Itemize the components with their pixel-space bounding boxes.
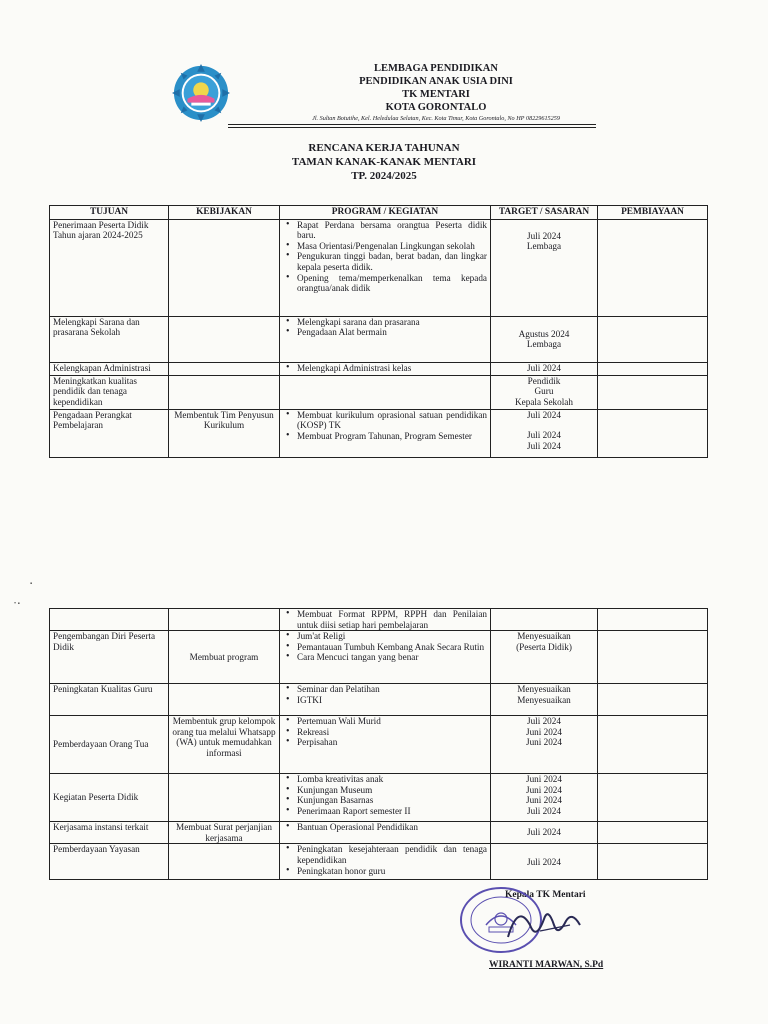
table-row (50, 774, 708, 822)
tujuan-cell: Kerjasama instansi terkait (50, 822, 169, 844)
pembiayaan-cell (598, 316, 708, 362)
kegiatan-item: • Bantuan Operasional Pendidikan (297, 822, 487, 833)
table-row (50, 631, 708, 684)
pembiayaan-cell (598, 362, 708, 375)
kegiatan-item: • Membuat Format RPPM, RPPH dan Penilaian untuk diisi setiap hari pembelajaran (297, 609, 487, 630)
kegiatan-item: • Peningkatan kesejahteraan pendidik dan tenaga kependidikan (297, 844, 487, 865)
kebijakan-cell (169, 774, 280, 822)
kebijakan-cell (169, 844, 280, 880)
institution-type: PENDIDIKAN ANAK USIA DINI (359, 76, 513, 87)
target-cell (491, 375, 598, 409)
school-name: TK MENTARI (402, 89, 470, 100)
kebijakan-cell (169, 219, 280, 316)
kegiatan-item: • Melengkapi sarana dan prasarana (297, 317, 487, 328)
tujuan-cell: Penerimaan Peserta Didik Tahun ajaran 2024-2025 (50, 219, 169, 316)
tujuan-cell (50, 609, 169, 631)
target-value: Juni 2024 (526, 737, 562, 748)
letterhead-rule (228, 124, 596, 125)
pembiayaan-cell (598, 219, 708, 316)
scan-speck: ▪ (30, 581, 33, 587)
kegiatan-item: • Opening tema/memperkenalkan tema kepada orangtua/anak didik (297, 273, 487, 294)
kebijakan-cell: Membentuk grup kelompok orang tua melalui Whatsapp (WA) untuk memudahkan informasi (169, 716, 280, 774)
kegiatan-cell (280, 822, 491, 844)
kegiatan-item: • Peningkatan honor guru (297, 866, 487, 877)
table-row (50, 219, 708, 316)
city-name: KOTA GORONTALO (385, 102, 487, 113)
table-row (50, 316, 708, 362)
kegiatan-item: • Rekreasi (297, 727, 487, 738)
kegiatan-item: • Masa Orientasi/Pengenalan Lingkungan sekolah (297, 241, 487, 252)
target-cell (491, 716, 598, 774)
col-header-kegiatan: PROGRAM / KEGIATAN (280, 206, 491, 220)
kebijakan-cell: Membuat Surat perjanjian kerjasama (169, 822, 280, 844)
tujuan-cell: Meningkatkan kualitas pendidik dan tenaga kependidikan (50, 375, 169, 409)
col-header-pembiayaan: PEMBIAYAAN (598, 206, 708, 220)
kegiatan-item: • Pengadaan Alat bermain (297, 327, 487, 338)
letterhead-rule-thin (228, 127, 596, 128)
kegiatan-cell (280, 316, 491, 362)
pembiayaan-cell (598, 375, 708, 409)
pembiayaan-cell (598, 409, 708, 457)
signature-scribble (500, 895, 590, 955)
kegiatan-item: • Kunjungan Museum (297, 785, 487, 796)
target-value: Guru (534, 386, 554, 397)
tujuan-cell: Melengkapi Sarana dan prasarana Sekolah (50, 316, 169, 362)
target-value: Lembaga (526, 241, 562, 252)
table-row (50, 684, 708, 716)
kegiatan-item: • Jum'at Religi (297, 631, 487, 642)
target-cell (491, 684, 598, 716)
kebijakan-cell (169, 609, 280, 631)
target-value: Juli 2024 (527, 805, 561, 816)
target-value: Juni 2024 (526, 774, 562, 785)
tujuan-cell: Kelengkapan Administrasi (50, 362, 169, 375)
target-value: Juni 2024 (526, 795, 562, 806)
target-value: (Peserta Didik) (516, 641, 572, 652)
target-value: Juni 2024 (526, 726, 562, 737)
target-cell (491, 409, 598, 457)
pembiayaan-cell (598, 822, 708, 844)
pembiayaan-cell (598, 609, 708, 631)
kegiatan-cell (280, 774, 491, 822)
kebijakan-cell: Membentuk Tim Penyusun Kurikulum (169, 409, 280, 457)
work-plan-table-1 (49, 205, 708, 458)
table-header-row (50, 206, 708, 220)
kegiatan-cell (280, 609, 491, 631)
target-cell (491, 219, 598, 316)
school-logo (172, 64, 230, 122)
col-header-tujuan: TUJUAN (50, 206, 169, 220)
col-header-kebijakan: KEBIJAKAN (169, 206, 280, 220)
work-plan-table-2 (49, 608, 708, 880)
target-value: Juli 2024 (527, 409, 561, 420)
target-value: Kepala Sekolah (515, 396, 573, 407)
kebijakan-cell (169, 375, 280, 409)
kegiatan-item: • Seminar dan Pelatihan (297, 684, 487, 695)
target-value: Juli 2024 (527, 230, 561, 241)
pembiayaan-cell (598, 684, 708, 716)
kegiatan-item: • Pengukuran tinggi badan, berat badan, dan lingkar kepala peserta didik. (297, 251, 487, 272)
table-row (50, 822, 708, 844)
kegiatan-item: • Penerimaan Raport semester II (297, 806, 487, 817)
kebijakan-cell: Membuat program (169, 631, 280, 684)
kegiatan-cell (280, 409, 491, 457)
target-cell: Juli 2024 (491, 844, 598, 880)
kegiatan-cell (280, 631, 491, 684)
tujuan-cell: Pengadaan Perangkat Pembelajaran (50, 409, 169, 457)
target-value: Juli 2024 (527, 440, 561, 451)
target-cell (491, 609, 598, 631)
kegiatan-item: • Perpisahan (297, 737, 487, 748)
tujuan-cell: Pengembangan Diri Peserta Didik (50, 631, 169, 684)
target-cell (491, 631, 598, 684)
tujuan-cell: Peningkatan Kualitas Guru (50, 684, 169, 716)
table-row (50, 362, 708, 375)
pembiayaan-cell (598, 716, 708, 774)
pembiayaan-cell (598, 844, 708, 880)
target-value: Menyesuaikan (517, 684, 571, 695)
kebijakan-cell (169, 684, 280, 716)
target-value: Menyesuaikan (517, 694, 571, 705)
kegiatan-item: • Melengkapi Administrasi kelas (297, 363, 487, 374)
kegiatan-cell (280, 219, 491, 316)
target-value: Lembaga (526, 339, 562, 350)
kegiatan-item: • Membuat Program Tahunan, Program Semester (297, 431, 487, 442)
target-value: Juni 2024 (526, 784, 562, 795)
kegiatan-cell (280, 716, 491, 774)
school-address: Jl. Sultan Botutihe, Kel. Heledulaa Selatan, Kec. Kota Timur, Kota Gorontalo, No HP 08229615259 (312, 115, 560, 122)
table-row (50, 716, 708, 774)
signatory-name: WIRANTI MARWAN, S.Pd (489, 960, 604, 970)
target-cell (491, 316, 598, 362)
tujuan-cell: Pemberdayaan Orang Tua (50, 716, 169, 774)
kegiatan-item: • Pemantauan Tumbuh Kembang Anak Secara Rutin (297, 642, 487, 653)
target-value: Menyesuaikan (517, 631, 571, 642)
target-value: Agustus 2024 (518, 328, 570, 339)
target-value: Juli 2024 (527, 716, 561, 727)
scan-speck: • ▪ (14, 601, 20, 607)
kegiatan-cell (280, 844, 491, 880)
tujuan-cell: Kegiatan Peserta Didik (50, 774, 169, 822)
doc-subtitle: TAMAN KANAK-KANAK MENTARI (291, 156, 477, 168)
table-row (50, 844, 708, 880)
target-value: Pendidik (527, 375, 561, 386)
institution-name: LEMBAGA PENDIDIKAN (374, 63, 498, 74)
kegiatan-item: • Pertemuan Wali Murid (297, 716, 487, 727)
target-cell: Juli 2024 (491, 362, 598, 375)
doc-year: TP. 2024/2025 (351, 170, 417, 182)
table-row (50, 609, 708, 631)
signatory-role: Kepala TK Mentari (505, 890, 586, 900)
kegiatan-item: • Lomba kreativitas anak (297, 774, 487, 785)
pembiayaan-cell (598, 774, 708, 822)
kegiatan-cell (280, 684, 491, 716)
kegiatan-cell (280, 375, 491, 409)
target-value: Juli 2024 (527, 430, 561, 441)
kegiatan-item: • Rapat Perdana bersama orangtua Peserta didik baru. (297, 220, 487, 241)
table-row (50, 409, 708, 457)
kebijakan-cell (169, 362, 280, 375)
tujuan-cell: Pemberdayaan Yayasan (50, 844, 169, 880)
kegiatan-item: • IGTKI (297, 695, 487, 706)
col-header-target: TARGET / SASARAN (491, 206, 598, 220)
target-cell (491, 774, 598, 822)
target-cell: Juli 2024 (491, 822, 598, 844)
doc-title: RENCANA KERJA TAHUNAN (308, 142, 460, 154)
table-row (50, 375, 708, 409)
pembiayaan-cell (598, 631, 708, 684)
kebijakan-cell (169, 316, 280, 362)
kegiatan-item: • Membuat kurikulum oprasional satuan pendidikan (KOSP) TK (297, 410, 487, 431)
kegiatan-item: • Kunjungan Basarnas (297, 795, 487, 806)
kegiatan-item: • Cara Mencuci tangan yang benar (297, 652, 487, 663)
kegiatan-cell (280, 362, 491, 375)
